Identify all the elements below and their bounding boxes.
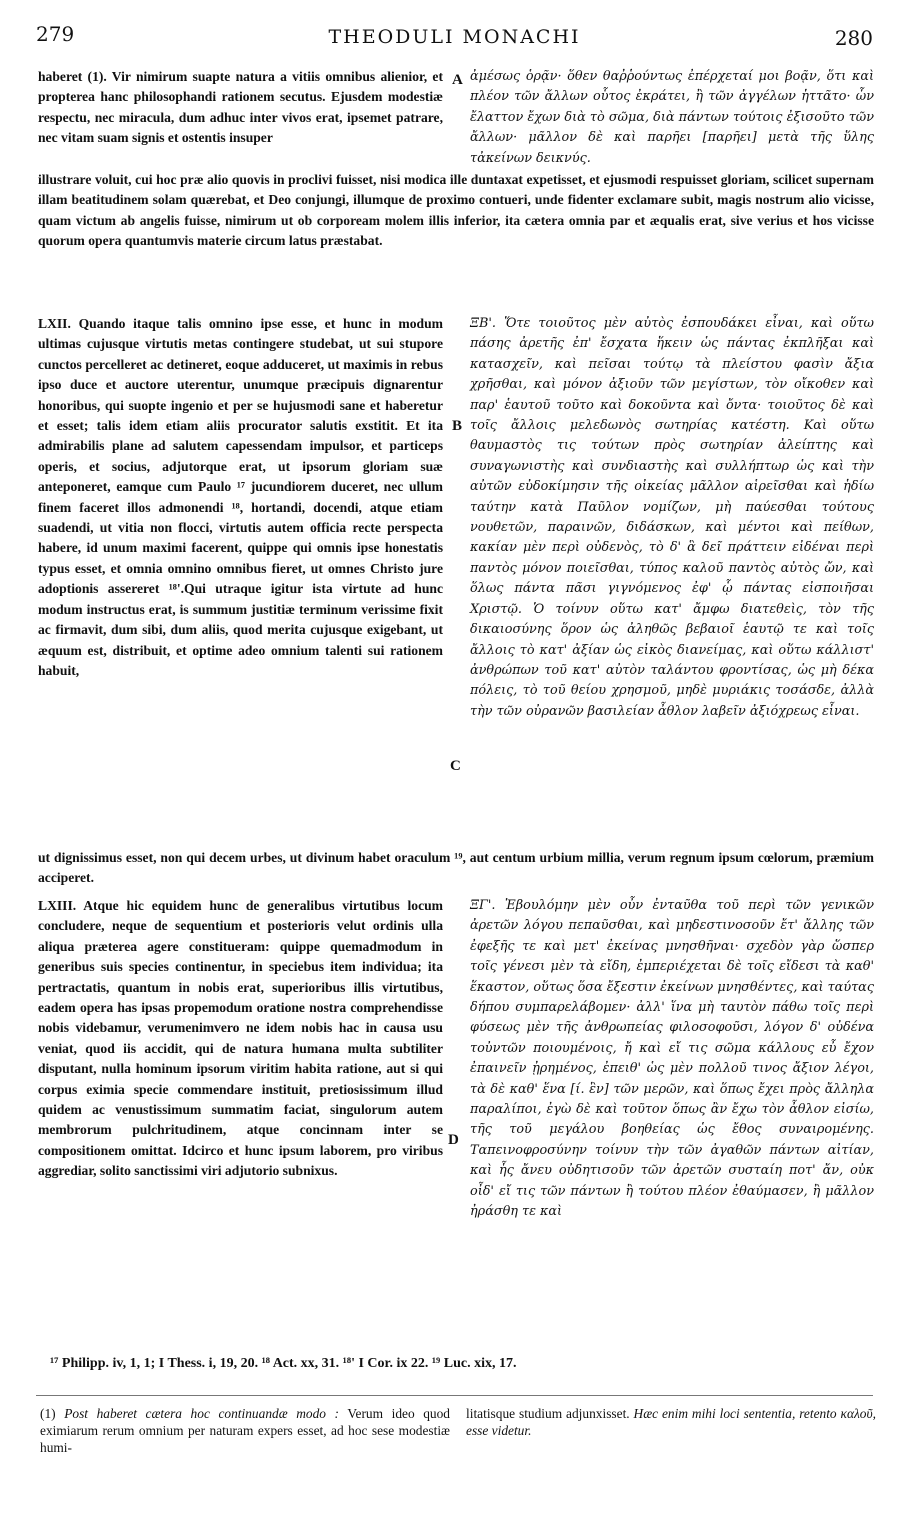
latin-paragraph-63: LXIII. Atque hic equidem hunc de generalibus virtutibus locum concludere, neque de sequentium et posterioris velut ordinis ulla aliqua præterea agere constitueram: quippe quemadmodum in generibus suis species continentur, in speciebus item individua; ita pertractatis, quantum in nobis erat, superioribus illis virtutibus, eadem opera has ipsas propemodum oratione nostra comprehendisse nobis videbamur, verumenimvero ne idem nobis hac in causa usu veniat, quod iis accidit, qui de natura humana multa subtiliter disputant, nulla hominum ipsorum viritim habita ratione, aut si qui corpus eximia specie commendare instituit, pretiosissimum illud quidem ac venustissimum summatim faciat, singulorum autem membrorum pulchritudinem, atque concinnam inter se compositionem omittat. Idcirco et hunc ipsum laborem, pro viribus aggrediar, solito sanctissimi viri adjutorio subnixus.	[38, 898, 443, 1179]
latin-paragraph-1: haberet (1). Vir nimirum suapte natura a vitiis omnibus alienior, et propterea hanc philosophandi rationem secutus. Ejusdem modestiæ respectu, nec miracula, dum adhuc inter vivos erat, ipsemet patrare, nec vitam suam signis et ostentis insuper	[38, 69, 443, 146]
latin-column-block1	[38, 67, 443, 149]
greek-column-block3	[470, 896, 874, 1223]
note-text-right-tail: esse videtur.	[466, 1423, 532, 1438]
note-italic-lead: Post haberet cætera hoc continuandæ modo :	[64, 1406, 339, 1421]
latin-paragraph-62: LXII. Quando itaque talis omnino ipse esse, et hunc in modum ultimas cujusque virtutis metas contingere studebat, ut sui stupore cunctos percelleret ac detineret, eoque adduceret, ut maximis in rebus ipso duce et auctore uterentur, unumque præcipuis dignarentur honoribus, qui suopte ingenio et per se hujusmodi sane et haberetur et esset; talis idem etiam aliis procurator salutis exstitit. Et ita admirabilis plane ad salutem capessendam impulsor, et particeps operis, et socius, adjutorque erat, ut ipsorum gloriam suæ anteponeret, eamque cum Paulo ¹⁷ jucundiorem duceret, nec ullum finem faceret illos admonendi ¹⁸, hortandi, docendi, atque etiam suadendi, ut vitia non flocci, virtutis autem officia recte perspecta habere, id unum maximi facerent, quippe qui omnis ipse honestatis typus esset, et omnia omnino omnibus fieret, ut omnes Christo jure adoptionis assereret ¹⁸'.Qui utraque igitur ista virtute ad hunc modum instructus erat, is summum justitiæ terminum verissime fixit ac firmavit, dum sibi, dum aliis, quod merita cujusque exigebant, ut æquum est, distribuit, et optime adeo omnium talenti sui rationem habuit,	[38, 316, 443, 678]
page-number-left: 279	[36, 22, 75, 46]
note-text-right-a: litatisque studium adjunxisset.	[466, 1406, 630, 1421]
greek-column-block2	[470, 314, 874, 722]
editorial-note-right	[466, 1405, 876, 1439]
note-text-left: Verum ideo quod eximiarum rerum omnium per naturam expers esset, ad hoc sese modestiæ humi-	[40, 1406, 450, 1455]
page-header	[36, 22, 873, 50]
margin-letter-c: C	[450, 758, 461, 774]
note-greek-word: καλοῦ,	[840, 1406, 876, 1421]
footnote-references: ¹⁷ Philipp. iv, 1, 1; I Thess. i, 19, 20. ¹⁸ Act. xx, 31. ¹⁸' I Cor. ix 22. ¹⁹ Luc. xix, 17.	[50, 1356, 517, 1371]
greek-paragraph-1: ἀμέσως ὁρᾷν· ὅθεν θαῤῥούντως ἐπέρχεταί μοι βοᾷν, ὅτι καὶ πλέον τῶν ἄλλων οὗτος ἐκράτει, ἢ τῶν ἀγγέλων ἡττᾶτο· ὧν ἔλαττον ἔχων διὰ τὸ σῶμα, διὰ πάντων τούτοις ἐξισοῦτο τῶν ἄλλων· μᾶλλον δὲ καὶ παρῆει [παρῆει] μετὰ τῆς ὕλης τἀκείνων δεικνύς.	[470, 69, 874, 166]
margin-letter-a: A	[452, 72, 463, 88]
full-width-text-block2: ut dignissimus esset, non qui decem urbes, ut divinum habet oraculum ¹⁹, aut centum urbium millia, verum regnum ipsum cœlorum, præmium acciperet.	[38, 850, 874, 886]
greek-column-block1	[470, 67, 874, 169]
editorial-note-left	[40, 1405, 450, 1456]
full-width-text-block1: illustrare voluit, cui hoc præ alio quovis in proclivi fuisset, nisi modica ille duntaxat expetisset, et ejusmodi respuisset gloriam, scilicet supernam illam beatitudinem solam quærebat, et Deo conjungi, illumque de proximo contueri, unde fidenter exclamare subit, magis nostrum alio vicisse, quam victum ab angelis fuisse, nimirum ut ob corpoream molem illis inferior, ita cætera omnia par et æqualis erat, sive verius et hos vicisse quorum opera quantumvis materie circum latus præstabat.	[38, 172, 874, 249]
margin-letter-d: D	[448, 1132, 459, 1148]
note-text-right-italic: Hæc enim mihi loci sententia, retento	[633, 1406, 837, 1421]
greek-paragraph-63: ΞΓ'. Ἐβουλόμην μὲν οὖν ἐνταῦθα τοῦ περὶ τῶν γενικῶν ἀρετῶν λόγου πεπαῦσθαι, καὶ μηδεστινοσοῦν ἔτ' ἄλλης τῶν ἐφεξῆς τε καὶ μετ' ἐκείνας μνησθῆναι· σχεδὸν γὰρ ὥσπερ τοῖς γένεσι μὲν τὰ εἴδη, ἐμπεριέχεται δὲ τοῖς εἴδεσι τὰ καθ' ἕκαστον, οὕτως ὅσα ἔξεστιν ἐκείνων μνησθέντες, καὶ ταύτας δήπου συμπαρελάβομεν· ἀλλ' ἵνα μὴ ταυτὸν πάθω τοῖς περὶ φύσεως μὲν τῆς ἀνθρωπείας φιλοσοφοῦσι, λόγον δ' οὐδένα τοὐντῶν ποιουμένοις, ἤ καὶ εἴ τις σῶμα κάλλους εὖ ἔχον ἐπαινεῖν ᾐρημένος, ἐπειθ' ὡς μὲν πολλοῦ τινος ἄξιον λέγοι, τὰ δὲ καθ' ἕνα [ί. ἓν] τῶν μερῶν, καὶ ὅπως ἔχει πρὸς ἄλληλα παραλίποι, ἐγὼ δὲ καὶ τοῦτον ὅπως ἂν ἔχω τὸν ἆθλον εἰσίω, τῆς τοῦ μεγάλου βοηθείας ὡς ἔθος συναιρομένης. Ταπεινοφροσύνην τοίνυν τὴν τῶν ἀγαθῶν πάντων αἰτίαν, καὶ ἧς ἄνευ οὐδητισοῦν τῶν ἀρετῶν συσταίη ποτ' ἄν, οὐκ οἶδ' εἴ τις τῶν πάντων ἢ τούτου πλέον ἐθαύμασεν, ἢ μᾶλλον ἠράσθη τε καὶ	[470, 898, 874, 1220]
page-number-right: 280	[834, 26, 873, 50]
margin-letter-b: B	[452, 418, 463, 434]
greek-paragraph-62: ΞΒ'. Ὅτε τοιοῦτος μὲν αὐτὸς ἐσπουδάκει εἶναι, καὶ οὕτω πάσης ἀρετῆς ἐπ' ἔσχατα ἥκειν ὡς πάντας ἐκπλῆξαι καὶ κατασχεῖν, καὶ πεῖσαι τούτῳ τὰ πλείστου φασὶν ἄξια χρῆσθαι, καὶ μόνον ἀξιοῦν τῶν μεγίστων, τὸν οἴκοθεν καὶ παρ' ἑαυτοῦ τοῦτο καὶ δοκοῦντα καὶ ὄντα· τοιοῦτος δὲ καὶ τοῖς ἄλλοις μελεδωνὸς σωτηρίας κατέστη. Καὶ οὕτω θαυμαστὸς τις τούτων πρὸς σωτηρίαν ἀλείπτης καὶ συναγωνιστὴς καὶ συνδιαστὴς καὶ συλλήπτωρ ὡς καὶ τὴν αὐτῶν εὐδοκίμησιν τῆς οἰκείας μᾶλλον αἱρεῖσθαι καὶ ἡδίω ταύτην κατὰ Παῦλον νομίζων, μὴ παύεσθαι τούτους νουθετῶν, παραινῶν, διδάσκων, καὶ μέντοι καὶ πείθων, κακίαν μὲν περὶ οὐδενὸς, τὸ δ' ἃ δεῖ πράττειν εἰδέναι περὶ παντὸς μόνον ποιεῖσθαι, τύπος καλοῦ παντὸς αὐτὸς ὤν, καὶ ὅλως πάντα πᾶσι γιγνόμενος ἐφ' ᾧ πάντας εἰσποιῆσαι Χριστῷ. Ὁ τοίνυν οὕτω κατ' ἄμφω διατεθεὶς, τὸν τῆς δικαιοσύνης ὅρον ὡς ἀληθῶς βεβαιοῖ ἑαυτῷ τε καὶ τοῖς ἄλλοις τὸ κατ' ἀξίαν ὡς εἰκὸς διανείμας, καὶ οὕτω κάλλιστ' ἀνθρώπων τοῦ κατ' αὐτὸν ταλάντου φροντίσας, ὡς μὴ δέκα πόλεις, τὸ τοῦ θείου χρησμοῦ, μηδὲ μυριάκις τοσάσδε, ἀλλὰ τὴν τῶν οὐρανῶν βασιλείαν ἆθλον λαβεῖν ἀξιόχρεως εἶναι.	[470, 316, 874, 719]
running-title: THEODULI MONACHI	[328, 26, 581, 48]
latin-column-block3	[38, 896, 443, 1182]
note-marker: (1)	[40, 1406, 56, 1421]
footnote-divider	[36, 1395, 873, 1396]
latin-column-block2	[38, 314, 443, 681]
